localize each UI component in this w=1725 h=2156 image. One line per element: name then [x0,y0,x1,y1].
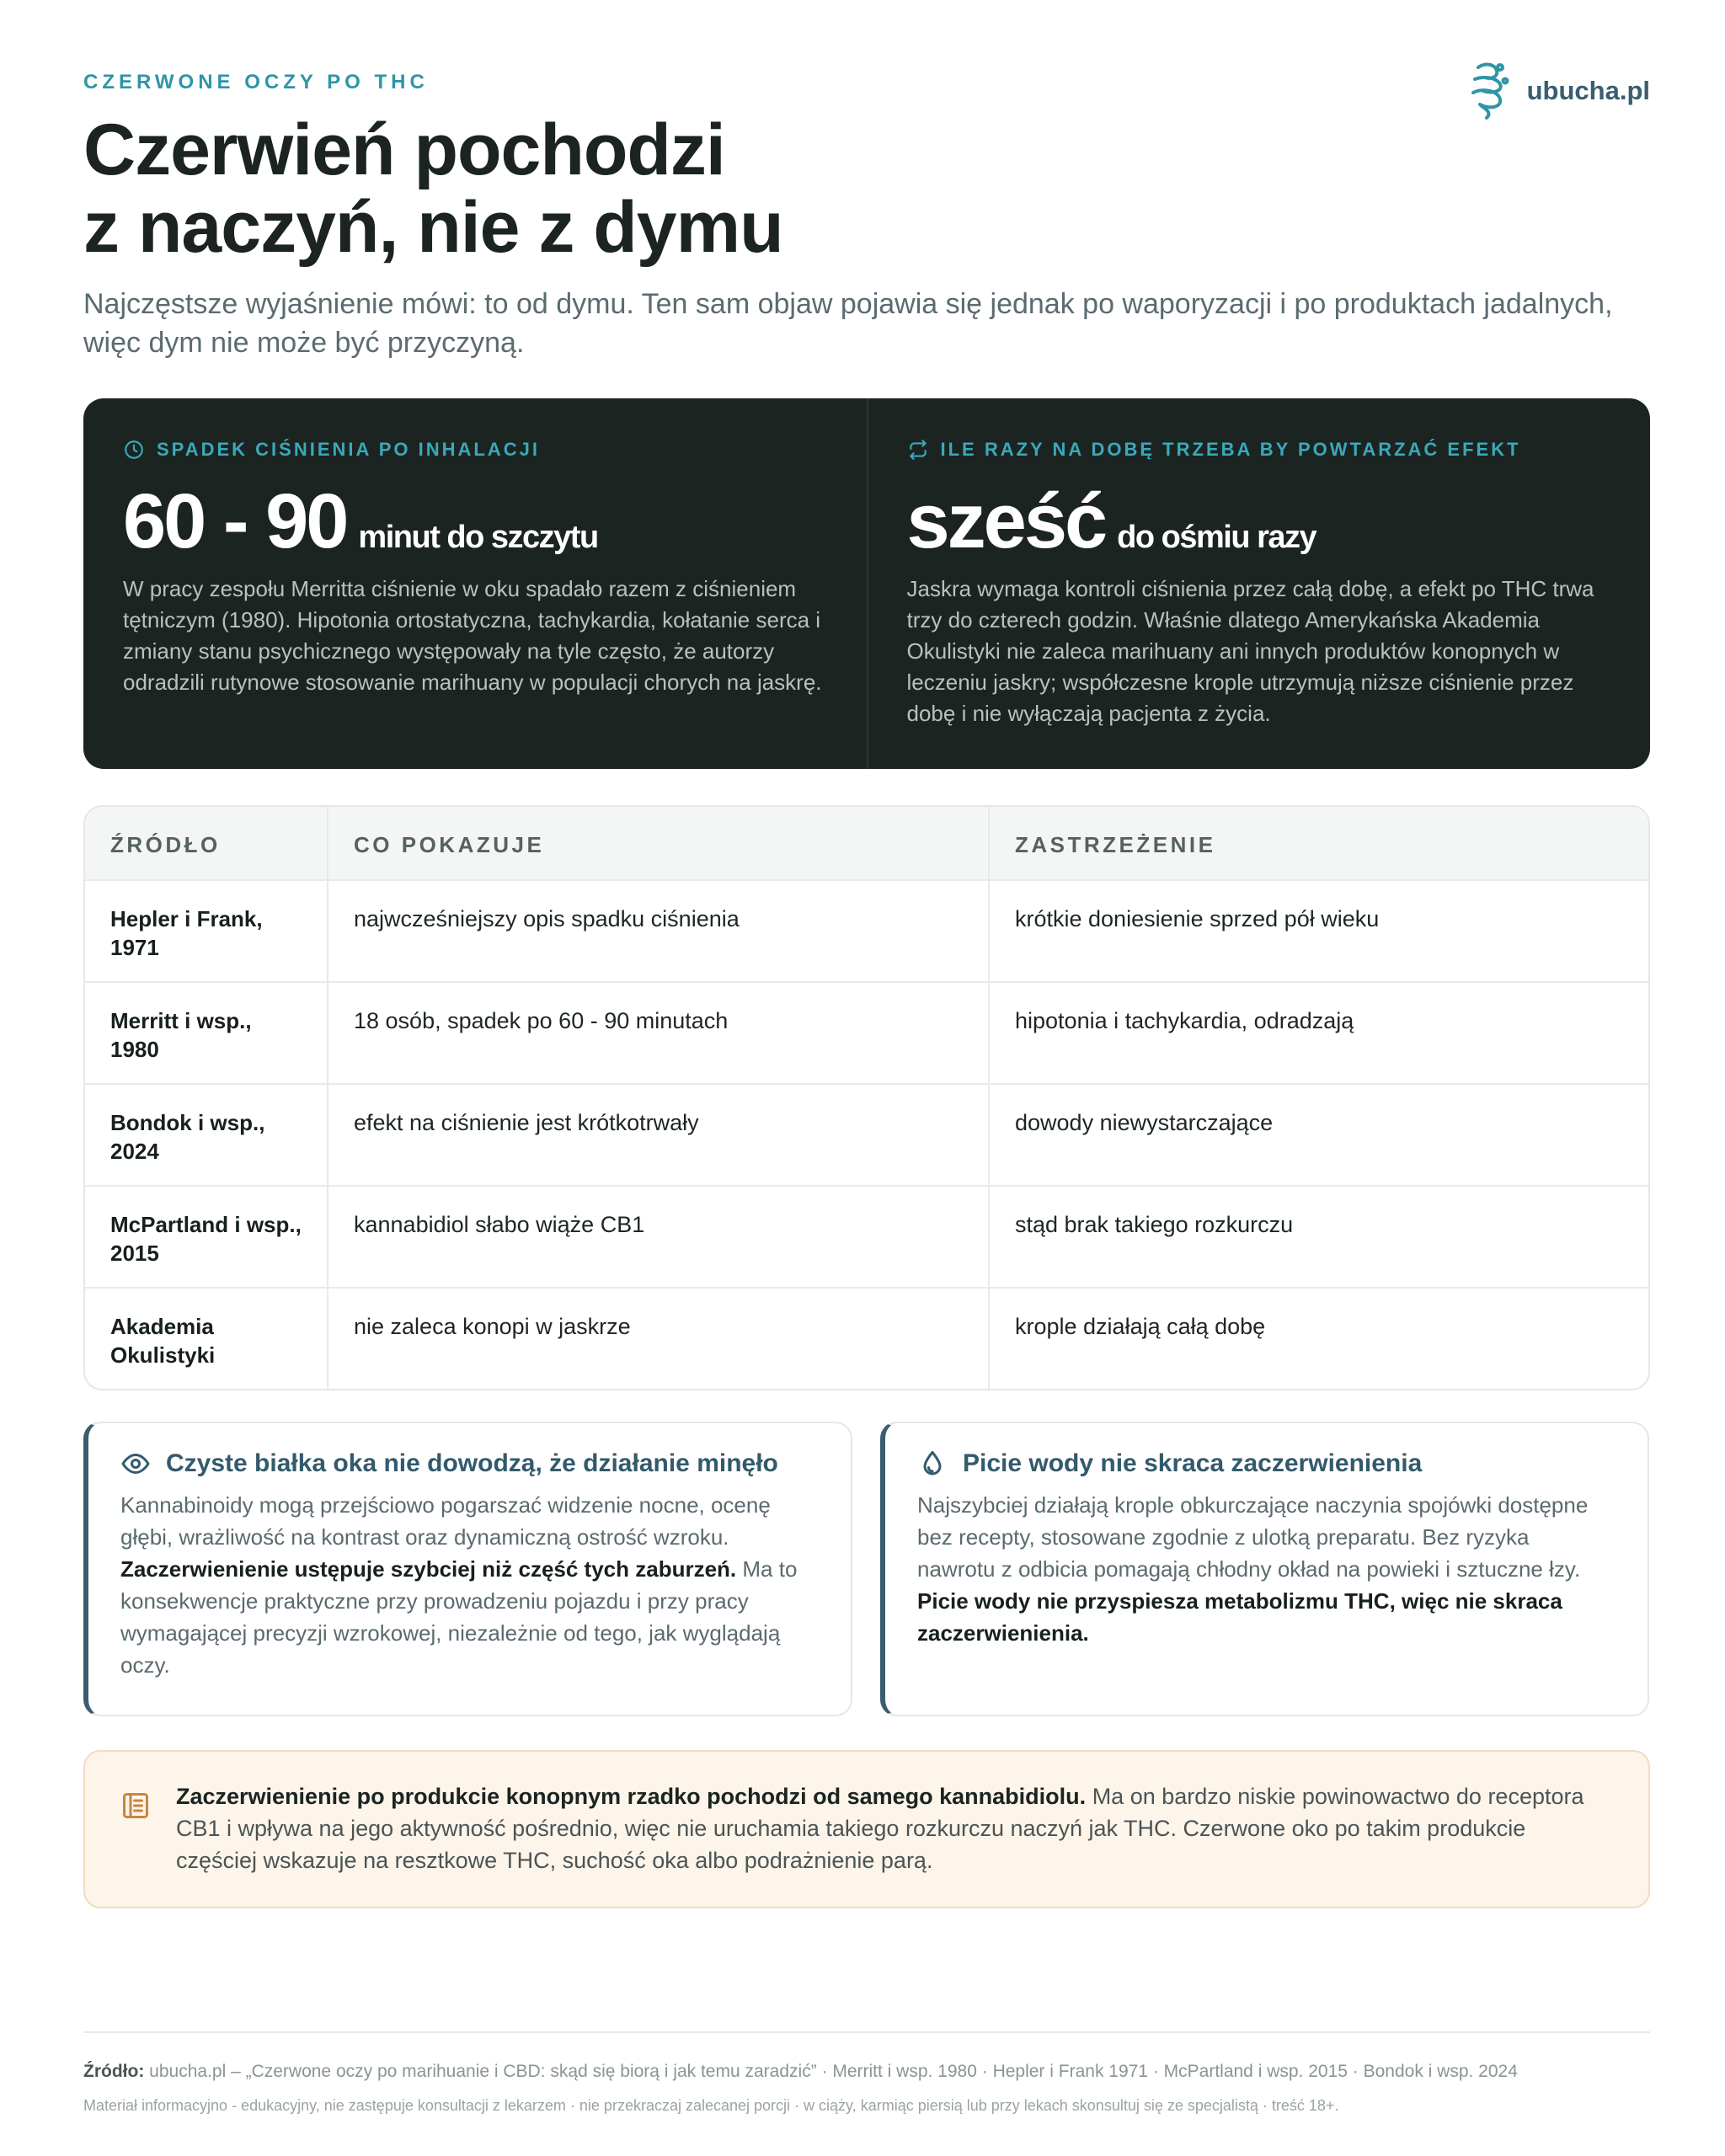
stat-label [123,439,828,461]
table-row [85,1083,1648,1185]
eye-icon [120,1449,151,1479]
note-body: Ma on bardzo niskie powinowactwo do receptora CB1 i wpływa na jego aktywność pośrednio, więc nie uruchamia takiego rozkurczu naczyń jak THC. Czerwone oko po takim produkcie częściej wskazuje na resztkowe THC, suchość oka albo podrażnienie parą. [176,1784,1584,1873]
card-text-after: Ma to konsekwencje praktyczne przy prowadzeniu pojazdu i przy pracy wymagającej precyzji wzrokowej, niezależnie od tego, jak wyglądają oczy. [120,1556,798,1678]
cell-source: McPartland i wsp., 2015 [85,1187,328,1287]
note-text [176,1780,1611,1876]
card-body [917,1489,1612,1649]
card-title: Picie wody nie skraca zaczerwienienia [963,1449,1423,1477]
card-text-before: Kannabinoidy mogą przejściowo pogarszać widzenie nocne, ocenę głębi, wrażliwość na kontrast oraz dynamiczną ostrość wzroku. [120,1492,771,1550]
stat-label-text: ILE RAZY NA DOBĘ TRZEBA BY POWTARZAĆ EFEKT [940,439,1521,460]
cell-shows: 18 osób, spadek po 60 - 90 minutach [328,983,990,1083]
cell-shows: efekt na ciśnienie jest krótkotrwały [328,1085,990,1185]
source-text: ubucha.pl – „Czerwone oczy po marihuanie i CBD: skąd się biorą i jak temu zaradzić” · Merritt i wsp. 1980 · Hepler i Frank 1971 · McPartland i wsp. 2015 · Bondok i wsp. 2024 [149,2062,1518,2081]
lead-paragraph: Najczęstsze wyjaśnienie mówi: to od dymu. Ten sam objaw pojawia się jednak po waporyzacji i po produktach jadalnych, więc dym nie może być przyczyną. [83,288,1613,359]
table-header-row [85,807,1648,879]
stat-value [123,478,828,564]
cell-source: Merritt i wsp., 1980 [85,983,328,1083]
stat-big-number: 60 - 90 [123,478,347,564]
card-heading [120,1449,815,1479]
header-caveat: ZASTRZEŻENIE [1015,832,1216,857]
card-heading [917,1449,1612,1479]
note-bold: Zaczerwienienie po produkcie konopnym rzadko pochodzi od samego kannabidiolu. [176,1784,1087,1809]
cell-caveat: krótkie doniesienie sprzed pół wieku [1015,906,1380,931]
info-card-eye [83,1422,852,1716]
cbd-note [83,1750,1650,1908]
stat-label [907,439,1612,461]
cell-caveat: krople działają całą dobę [1015,1314,1266,1339]
stat-unit: do ośmiu razy [1117,520,1316,555]
cell-source: Hepler i Frank, 1971 [85,881,328,981]
cell-source: Akademia Okulistyki [85,1289,328,1389]
document-icon [120,1790,151,1821]
title-line-2: z naczyń, nie z dymu [83,187,783,268]
repeat-icon [907,439,929,461]
cell-shows: najwcześniejszy opis spadku ciśnienia [328,881,990,981]
page-title [83,111,783,266]
cell-caveat: hipotonia i tachykardia, odradzają [1015,1008,1354,1033]
water-drop-icon [917,1449,948,1479]
stat-big-number: sześć [906,478,1106,564]
table-row [85,1185,1648,1287]
source-label: Źródło: [83,2062,145,2081]
card-title: Czyste białka oka nie dowodzą, że działanie minęło [166,1449,778,1477]
info-card-water [880,1422,1649,1716]
cell-shows: kannabidiol słabo wiąże CB1 [328,1187,990,1287]
title-line-1: Czerwień pochodzi [83,109,725,190]
header-shows: CO POKAZUJE [328,807,990,879]
cell-caveat: dowody niewystarczające [1015,1110,1274,1135]
table-row [85,1287,1648,1389]
sources-table [83,805,1650,1390]
card-body [120,1489,815,1681]
card-text-before: Najszybciej działają krople obkurczające naczynia spojówki dostępne bez recepty, stosowane zgodnie z ulotką preparatu. Bez ryzyka nawrotu z odbicia pomagają chłodny okład na powieki i sztuczne łzy. [917,1492,1589,1582]
header-source: ŹRÓDŁO [85,807,328,879]
card-text-bold: Zaczerwienienie ustępuje szybciej niż część tych zaburzeń. [120,1556,737,1582]
footer-source [83,2062,1518,2082]
stat-unit: minut do szczytu [358,520,598,555]
stat-block-pressure [83,398,867,769]
brand-name: ubucha.pl [1526,76,1650,105]
cell-shows: nie zaleca konopi w jaskrze [328,1289,990,1389]
stat-block-frequency [867,398,1651,769]
table-row [85,981,1648,1083]
clock-icon [123,439,145,461]
table-row [85,879,1648,981]
cell-source: Bondok i wsp., 2024 [85,1085,328,1185]
footer-divider [83,2031,1650,2033]
card-text-bold: Picie wody nie przyspiesza metabolizmu THC, więc nie skraca zaczerwienienia. [917,1588,1562,1646]
brand-logo[interactable] [1466,59,1650,123]
stat-value [906,478,1612,564]
stat-label-text: SPADEK CIŚNIENIA PO INHALACJI [157,439,540,460]
cell-caveat: stąd brak takiego rozkurczu [1015,1212,1294,1237]
kombucha-logo-icon [1466,59,1514,123]
stats-panel [83,398,1650,769]
stat-description: Jaskra wymaga kontroli ciśnienia przez całą dobę, a efekt po THC trwa trzy do czterech godzin. Właśnie dlatego Amerykańska Akademia Okulistyki nie zaleca marihuany ani innych produktów konopnych w leczeniu jaskry; współczesne krople utrzymują niższe ciśnienie przez dobę i nie wyłączają pacjenta z życia. [906,576,1594,726]
eyebrow-label: CZERWONE OCZY PO THC [83,71,429,93]
footer-disclaimer: Materiał informacyjno - edukacyjny, nie zastępuje konsultacji z lekarzem · nie przekraczaj zalecanej porcji · w ciąży, karmiąc piersią lub przy lekach skonsultuj się ze specjalistą · treść 18+. [83,2097,1339,2114]
stat-description: W pracy zespołu Merritta ciśnienie w oku spadało razem z ciśnieniem tętniczym (1980). Hipotonia ortostatyczna, tachykardia, kołatanie serca i zmiany stanu psychicznego występowały na tyle często, że autorzy odradzili rutynowe stosowanie marihuany w populacji chorych na jaskrę. [123,576,822,695]
